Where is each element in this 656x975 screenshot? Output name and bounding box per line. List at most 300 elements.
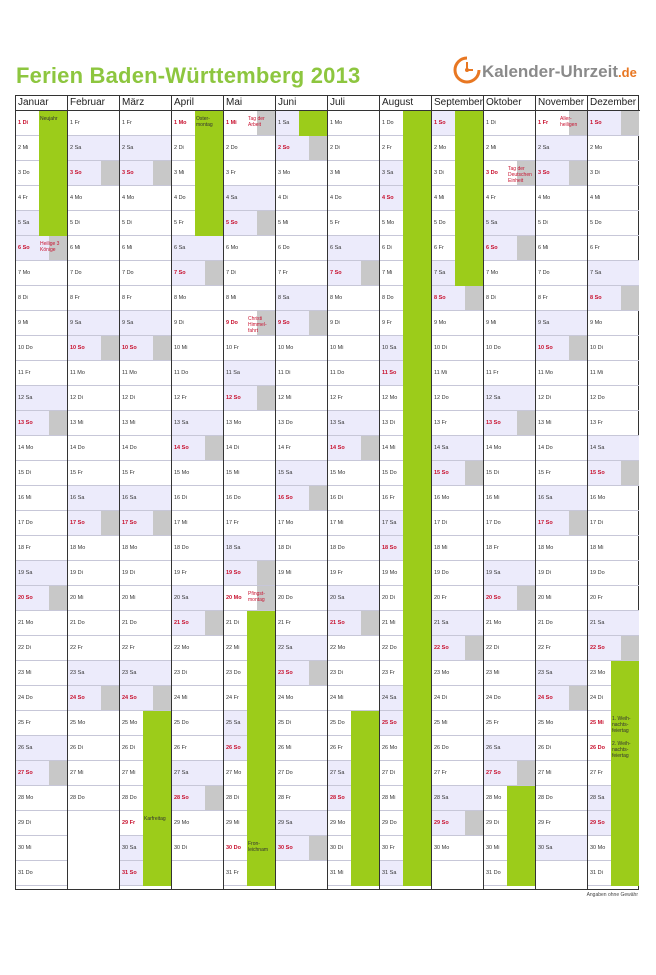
day-cell[interactable] <box>484 611 535 636</box>
day-cell[interactable] <box>432 811 483 836</box>
day-cell[interactable] <box>484 311 535 336</box>
day-cell[interactable] <box>380 111 431 136</box>
day-cell[interactable] <box>276 236 327 261</box>
day-cell[interactable] <box>224 111 275 136</box>
day-cell[interactable] <box>16 386 67 411</box>
day-cell[interactable] <box>172 311 223 336</box>
day-cell[interactable] <box>16 461 67 486</box>
day-cell[interactable] <box>172 711 223 736</box>
day-cell[interactable] <box>68 111 119 136</box>
day-cell[interactable] <box>276 186 327 211</box>
day-cell[interactable] <box>380 386 431 411</box>
day-cell[interactable] <box>68 336 119 361</box>
day-cell[interactable] <box>536 211 587 236</box>
day-cell[interactable] <box>432 611 483 636</box>
day-cell[interactable] <box>120 161 171 186</box>
day-cell[interactable] <box>120 361 171 386</box>
day-cell[interactable] <box>328 286 379 311</box>
day-cell[interactable] <box>380 136 431 161</box>
day-cell[interactable] <box>328 186 379 211</box>
day-cell[interactable] <box>172 811 223 836</box>
day-cell[interactable] <box>224 236 275 261</box>
day-cell[interactable] <box>172 336 223 361</box>
day-cell[interactable] <box>224 261 275 286</box>
day-cell[interactable] <box>432 836 483 861</box>
day-cell[interactable] <box>536 261 587 286</box>
day-cell[interactable] <box>432 761 483 786</box>
day-cell[interactable] <box>588 761 639 786</box>
day-cell[interactable] <box>380 286 431 311</box>
day-cell[interactable] <box>172 161 223 186</box>
day-cell[interactable] <box>120 261 171 286</box>
day-cell[interactable] <box>328 661 379 686</box>
day-cell[interactable] <box>120 561 171 586</box>
day-cell[interactable] <box>276 461 327 486</box>
day-cell[interactable] <box>536 736 587 761</box>
day-cell[interactable] <box>484 561 535 586</box>
day-cell[interactable] <box>16 811 67 836</box>
day-cell[interactable] <box>120 686 171 711</box>
day-cell[interactable] <box>484 186 535 211</box>
day-cell[interactable] <box>328 586 379 611</box>
day-cell[interactable] <box>224 386 275 411</box>
day-cell[interactable] <box>536 786 587 811</box>
day-cell[interactable] <box>172 511 223 536</box>
day-cell[interactable] <box>224 736 275 761</box>
day-cell[interactable] <box>588 686 639 711</box>
day-cell[interactable] <box>16 186 67 211</box>
day-cell[interactable] <box>432 711 483 736</box>
day-cell[interactable] <box>224 461 275 486</box>
day-cell[interactable] <box>328 261 379 286</box>
day-cell[interactable] <box>68 211 119 236</box>
day-cell[interactable] <box>16 761 67 786</box>
day-cell[interactable] <box>536 836 587 861</box>
day-cell[interactable] <box>276 286 327 311</box>
day-cell[interactable] <box>120 486 171 511</box>
day-cell[interactable] <box>172 661 223 686</box>
day-cell[interactable] <box>224 511 275 536</box>
day-cell[interactable] <box>68 236 119 261</box>
day-cell[interactable] <box>16 836 67 861</box>
day-cell[interactable] <box>588 561 639 586</box>
day-cell[interactable] <box>68 661 119 686</box>
day-cell[interactable] <box>380 336 431 361</box>
day-cell[interactable] <box>224 786 275 811</box>
day-cell[interactable] <box>120 536 171 561</box>
day-cell[interactable] <box>276 561 327 586</box>
day-cell[interactable] <box>276 211 327 236</box>
day-cell[interactable] <box>432 186 483 211</box>
day-cell[interactable] <box>16 336 67 361</box>
day-cell[interactable] <box>328 236 379 261</box>
day-cell[interactable] <box>16 636 67 661</box>
day-cell[interactable] <box>380 411 431 436</box>
day-cell[interactable] <box>328 211 379 236</box>
day-cell[interactable] <box>432 236 483 261</box>
day-cell[interactable] <box>276 586 327 611</box>
day-cell[interactable] <box>328 311 379 336</box>
day-cell[interactable] <box>484 361 535 386</box>
day-cell[interactable] <box>68 411 119 436</box>
day-cell[interactable] <box>120 386 171 411</box>
day-cell[interactable] <box>224 611 275 636</box>
day-cell[interactable] <box>172 536 223 561</box>
day-cell[interactable] <box>484 586 535 611</box>
day-cell[interactable] <box>588 811 639 836</box>
day-cell[interactable] <box>224 536 275 561</box>
day-cell[interactable] <box>536 361 587 386</box>
day-cell[interactable] <box>16 686 67 711</box>
day-cell[interactable] <box>588 611 639 636</box>
day-cell[interactable] <box>68 711 119 736</box>
day-cell[interactable] <box>484 486 535 511</box>
day-cell[interactable] <box>68 261 119 286</box>
day-cell[interactable] <box>380 261 431 286</box>
day-cell[interactable] <box>172 586 223 611</box>
day-cell[interactable] <box>484 136 535 161</box>
day-cell[interactable] <box>588 211 639 236</box>
day-cell[interactable] <box>120 661 171 686</box>
day-cell[interactable] <box>484 736 535 761</box>
day-cell[interactable] <box>432 136 483 161</box>
day-cell[interactable] <box>588 411 639 436</box>
day-cell[interactable] <box>16 711 67 736</box>
day-cell[interactable] <box>588 861 639 886</box>
day-cell[interactable] <box>172 186 223 211</box>
day-cell[interactable] <box>68 161 119 186</box>
day-cell[interactable] <box>172 736 223 761</box>
day-cell[interactable] <box>224 861 275 886</box>
day-cell[interactable] <box>484 461 535 486</box>
day-cell[interactable] <box>536 586 587 611</box>
day-cell[interactable] <box>276 311 327 336</box>
day-cell[interactable] <box>536 811 587 836</box>
day-cell[interactable] <box>224 136 275 161</box>
day-cell[interactable] <box>484 386 535 411</box>
day-cell[interactable] <box>588 261 639 286</box>
day-cell[interactable] <box>16 111 67 136</box>
day-cell[interactable] <box>380 786 431 811</box>
day-cell[interactable] <box>536 461 587 486</box>
day-cell[interactable] <box>484 286 535 311</box>
day-cell[interactable] <box>68 136 119 161</box>
day-cell[interactable] <box>224 761 275 786</box>
day-cell[interactable] <box>432 536 483 561</box>
day-cell[interactable] <box>432 111 483 136</box>
day-cell[interactable] <box>224 336 275 361</box>
day-cell[interactable] <box>120 761 171 786</box>
day-cell[interactable] <box>172 461 223 486</box>
day-cell[interactable] <box>380 586 431 611</box>
day-cell[interactable] <box>276 136 327 161</box>
day-cell[interactable] <box>68 311 119 336</box>
day-cell[interactable] <box>484 111 535 136</box>
day-cell[interactable] <box>328 836 379 861</box>
day-cell[interactable] <box>68 386 119 411</box>
day-cell[interactable] <box>432 361 483 386</box>
day-cell[interactable] <box>484 336 535 361</box>
day-cell[interactable] <box>380 536 431 561</box>
day-cell[interactable] <box>172 436 223 461</box>
day-cell[interactable] <box>588 336 639 361</box>
day-cell[interactable] <box>328 111 379 136</box>
day-cell[interactable] <box>536 411 587 436</box>
day-cell[interactable] <box>588 536 639 561</box>
day-cell[interactable] <box>276 836 327 861</box>
day-cell[interactable] <box>328 361 379 386</box>
day-cell[interactable] <box>432 461 483 486</box>
day-cell[interactable] <box>588 636 639 661</box>
day-cell[interactable] <box>536 711 587 736</box>
day-cell[interactable] <box>16 211 67 236</box>
day-cell[interactable] <box>120 836 171 861</box>
day-cell[interactable] <box>68 286 119 311</box>
day-cell[interactable] <box>172 561 223 586</box>
day-cell[interactable] <box>120 336 171 361</box>
day-cell[interactable] <box>68 586 119 611</box>
day-cell[interactable] <box>380 436 431 461</box>
day-cell[interactable] <box>484 261 535 286</box>
day-cell[interactable] <box>224 311 275 336</box>
day-cell[interactable] <box>484 161 535 186</box>
day-cell[interactable] <box>328 511 379 536</box>
day-cell[interactable] <box>536 761 587 786</box>
day-cell[interactable] <box>484 636 535 661</box>
day-cell[interactable] <box>380 161 431 186</box>
day-cell[interactable] <box>328 686 379 711</box>
day-cell[interactable] <box>484 711 535 736</box>
day-cell[interactable] <box>536 536 587 561</box>
day-cell[interactable] <box>328 461 379 486</box>
day-cell[interactable] <box>172 261 223 286</box>
day-cell[interactable] <box>380 736 431 761</box>
day-cell[interactable] <box>484 661 535 686</box>
day-cell[interactable] <box>172 836 223 861</box>
day-cell[interactable] <box>172 636 223 661</box>
day-cell[interactable] <box>432 436 483 461</box>
day-cell[interactable] <box>432 261 483 286</box>
day-cell[interactable] <box>536 336 587 361</box>
day-cell[interactable] <box>16 236 67 261</box>
day-cell[interactable] <box>276 661 327 686</box>
day-cell[interactable] <box>172 761 223 786</box>
day-cell[interactable] <box>276 161 327 186</box>
day-cell[interactable] <box>68 361 119 386</box>
day-cell[interactable] <box>380 836 431 861</box>
day-cell[interactable] <box>16 411 67 436</box>
day-cell[interactable] <box>536 311 587 336</box>
day-cell[interactable] <box>588 136 639 161</box>
day-cell[interactable] <box>276 361 327 386</box>
day-cell[interactable] <box>432 286 483 311</box>
day-cell[interactable] <box>380 236 431 261</box>
day-cell[interactable] <box>380 761 431 786</box>
day-cell[interactable] <box>68 636 119 661</box>
day-cell[interactable] <box>380 661 431 686</box>
day-cell[interactable] <box>68 736 119 761</box>
day-cell[interactable] <box>328 561 379 586</box>
day-cell[interactable] <box>16 511 67 536</box>
day-cell[interactable] <box>172 786 223 811</box>
day-cell[interactable] <box>276 536 327 561</box>
day-cell[interactable] <box>484 811 535 836</box>
day-cell[interactable] <box>16 311 67 336</box>
day-cell[interactable] <box>380 686 431 711</box>
day-cell[interactable] <box>328 611 379 636</box>
day-cell[interactable] <box>172 111 223 136</box>
day-cell[interactable] <box>120 236 171 261</box>
day-cell[interactable] <box>172 386 223 411</box>
day-cell[interactable] <box>328 336 379 361</box>
day-cell[interactable] <box>328 436 379 461</box>
day-cell[interactable] <box>328 136 379 161</box>
day-cell[interactable] <box>432 211 483 236</box>
day-cell[interactable] <box>224 711 275 736</box>
day-cell[interactable] <box>380 861 431 886</box>
day-cell[interactable] <box>484 211 535 236</box>
day-cell[interactable] <box>16 661 67 686</box>
day-cell[interactable] <box>276 736 327 761</box>
day-cell[interactable] <box>536 661 587 686</box>
day-cell[interactable] <box>120 311 171 336</box>
day-cell[interactable] <box>16 436 67 461</box>
day-cell[interactable] <box>536 611 587 636</box>
day-cell[interactable] <box>588 486 639 511</box>
day-cell[interactable] <box>536 511 587 536</box>
day-cell[interactable] <box>536 286 587 311</box>
day-cell[interactable] <box>224 161 275 186</box>
day-cell[interactable] <box>380 511 431 536</box>
day-cell[interactable] <box>68 761 119 786</box>
day-cell[interactable] <box>276 386 327 411</box>
day-cell[interactable] <box>588 586 639 611</box>
day-cell[interactable] <box>432 161 483 186</box>
day-cell[interactable] <box>432 486 483 511</box>
day-cell[interactable] <box>16 161 67 186</box>
day-cell[interactable] <box>276 786 327 811</box>
day-cell[interactable] <box>224 636 275 661</box>
day-cell[interactable] <box>172 286 223 311</box>
day-cell[interactable] <box>432 561 483 586</box>
day-cell[interactable] <box>276 336 327 361</box>
day-cell[interactable] <box>68 461 119 486</box>
day-cell[interactable] <box>224 661 275 686</box>
day-cell[interactable] <box>536 161 587 186</box>
day-cell[interactable] <box>432 336 483 361</box>
day-cell[interactable] <box>328 536 379 561</box>
day-cell[interactable] <box>588 111 639 136</box>
day-cell[interactable] <box>432 411 483 436</box>
day-cell[interactable] <box>484 536 535 561</box>
day-cell[interactable] <box>120 586 171 611</box>
day-cell[interactable] <box>16 561 67 586</box>
day-cell[interactable] <box>68 686 119 711</box>
day-cell[interactable] <box>68 186 119 211</box>
day-cell[interactable] <box>588 236 639 261</box>
day-cell[interactable] <box>68 611 119 636</box>
day-cell[interactable] <box>380 211 431 236</box>
day-cell[interactable] <box>432 311 483 336</box>
day-cell[interactable] <box>16 536 67 561</box>
day-cell[interactable] <box>380 811 431 836</box>
day-cell[interactable] <box>588 186 639 211</box>
day-cell[interactable] <box>120 286 171 311</box>
day-cell[interactable] <box>328 711 379 736</box>
day-cell[interactable] <box>432 686 483 711</box>
day-cell[interactable] <box>276 111 327 136</box>
day-cell[interactable] <box>484 861 535 886</box>
day-cell[interactable] <box>432 586 483 611</box>
day-cell[interactable] <box>276 511 327 536</box>
day-cell[interactable] <box>588 736 639 761</box>
day-cell[interactable] <box>172 361 223 386</box>
day-cell[interactable] <box>536 436 587 461</box>
day-cell[interactable] <box>16 586 67 611</box>
day-cell[interactable] <box>588 786 639 811</box>
day-cell[interactable] <box>120 461 171 486</box>
day-cell[interactable] <box>172 411 223 436</box>
day-cell[interactable] <box>224 811 275 836</box>
day-cell[interactable] <box>536 236 587 261</box>
day-cell[interactable] <box>536 686 587 711</box>
day-cell[interactable] <box>224 586 275 611</box>
day-cell[interactable] <box>432 661 483 686</box>
day-cell[interactable] <box>120 436 171 461</box>
day-cell[interactable] <box>588 836 639 861</box>
day-cell[interactable] <box>224 686 275 711</box>
day-cell[interactable] <box>588 386 639 411</box>
day-cell[interactable] <box>276 611 327 636</box>
day-cell[interactable] <box>68 436 119 461</box>
day-cell[interactable] <box>380 486 431 511</box>
day-cell[interactable] <box>588 661 639 686</box>
day-cell[interactable] <box>16 611 67 636</box>
day-cell[interactable] <box>120 811 171 836</box>
day-cell[interactable] <box>588 711 639 736</box>
day-cell[interactable] <box>172 686 223 711</box>
day-cell[interactable] <box>120 111 171 136</box>
day-cell[interactable] <box>328 411 379 436</box>
day-cell[interactable] <box>276 636 327 661</box>
day-cell[interactable] <box>328 161 379 186</box>
day-cell[interactable] <box>484 686 535 711</box>
day-cell[interactable] <box>276 686 327 711</box>
day-cell[interactable] <box>172 211 223 236</box>
day-cell[interactable] <box>432 386 483 411</box>
day-cell[interactable] <box>328 386 379 411</box>
day-cell[interactable] <box>432 636 483 661</box>
day-cell[interactable] <box>172 136 223 161</box>
day-cell[interactable] <box>120 511 171 536</box>
brand-logo[interactable] <box>452 52 642 92</box>
day-cell[interactable] <box>536 561 587 586</box>
day-cell[interactable] <box>120 636 171 661</box>
day-cell[interactable] <box>432 511 483 536</box>
day-cell[interactable] <box>536 111 587 136</box>
day-cell[interactable] <box>536 386 587 411</box>
day-cell[interactable] <box>328 861 379 886</box>
day-cell[interactable] <box>68 786 119 811</box>
day-cell[interactable] <box>588 511 639 536</box>
day-cell[interactable] <box>588 436 639 461</box>
day-cell[interactable] <box>328 636 379 661</box>
day-cell[interactable] <box>224 486 275 511</box>
day-cell[interactable] <box>120 711 171 736</box>
day-cell[interactable] <box>120 861 171 886</box>
day-cell[interactable] <box>120 411 171 436</box>
day-cell[interactable] <box>484 411 535 436</box>
